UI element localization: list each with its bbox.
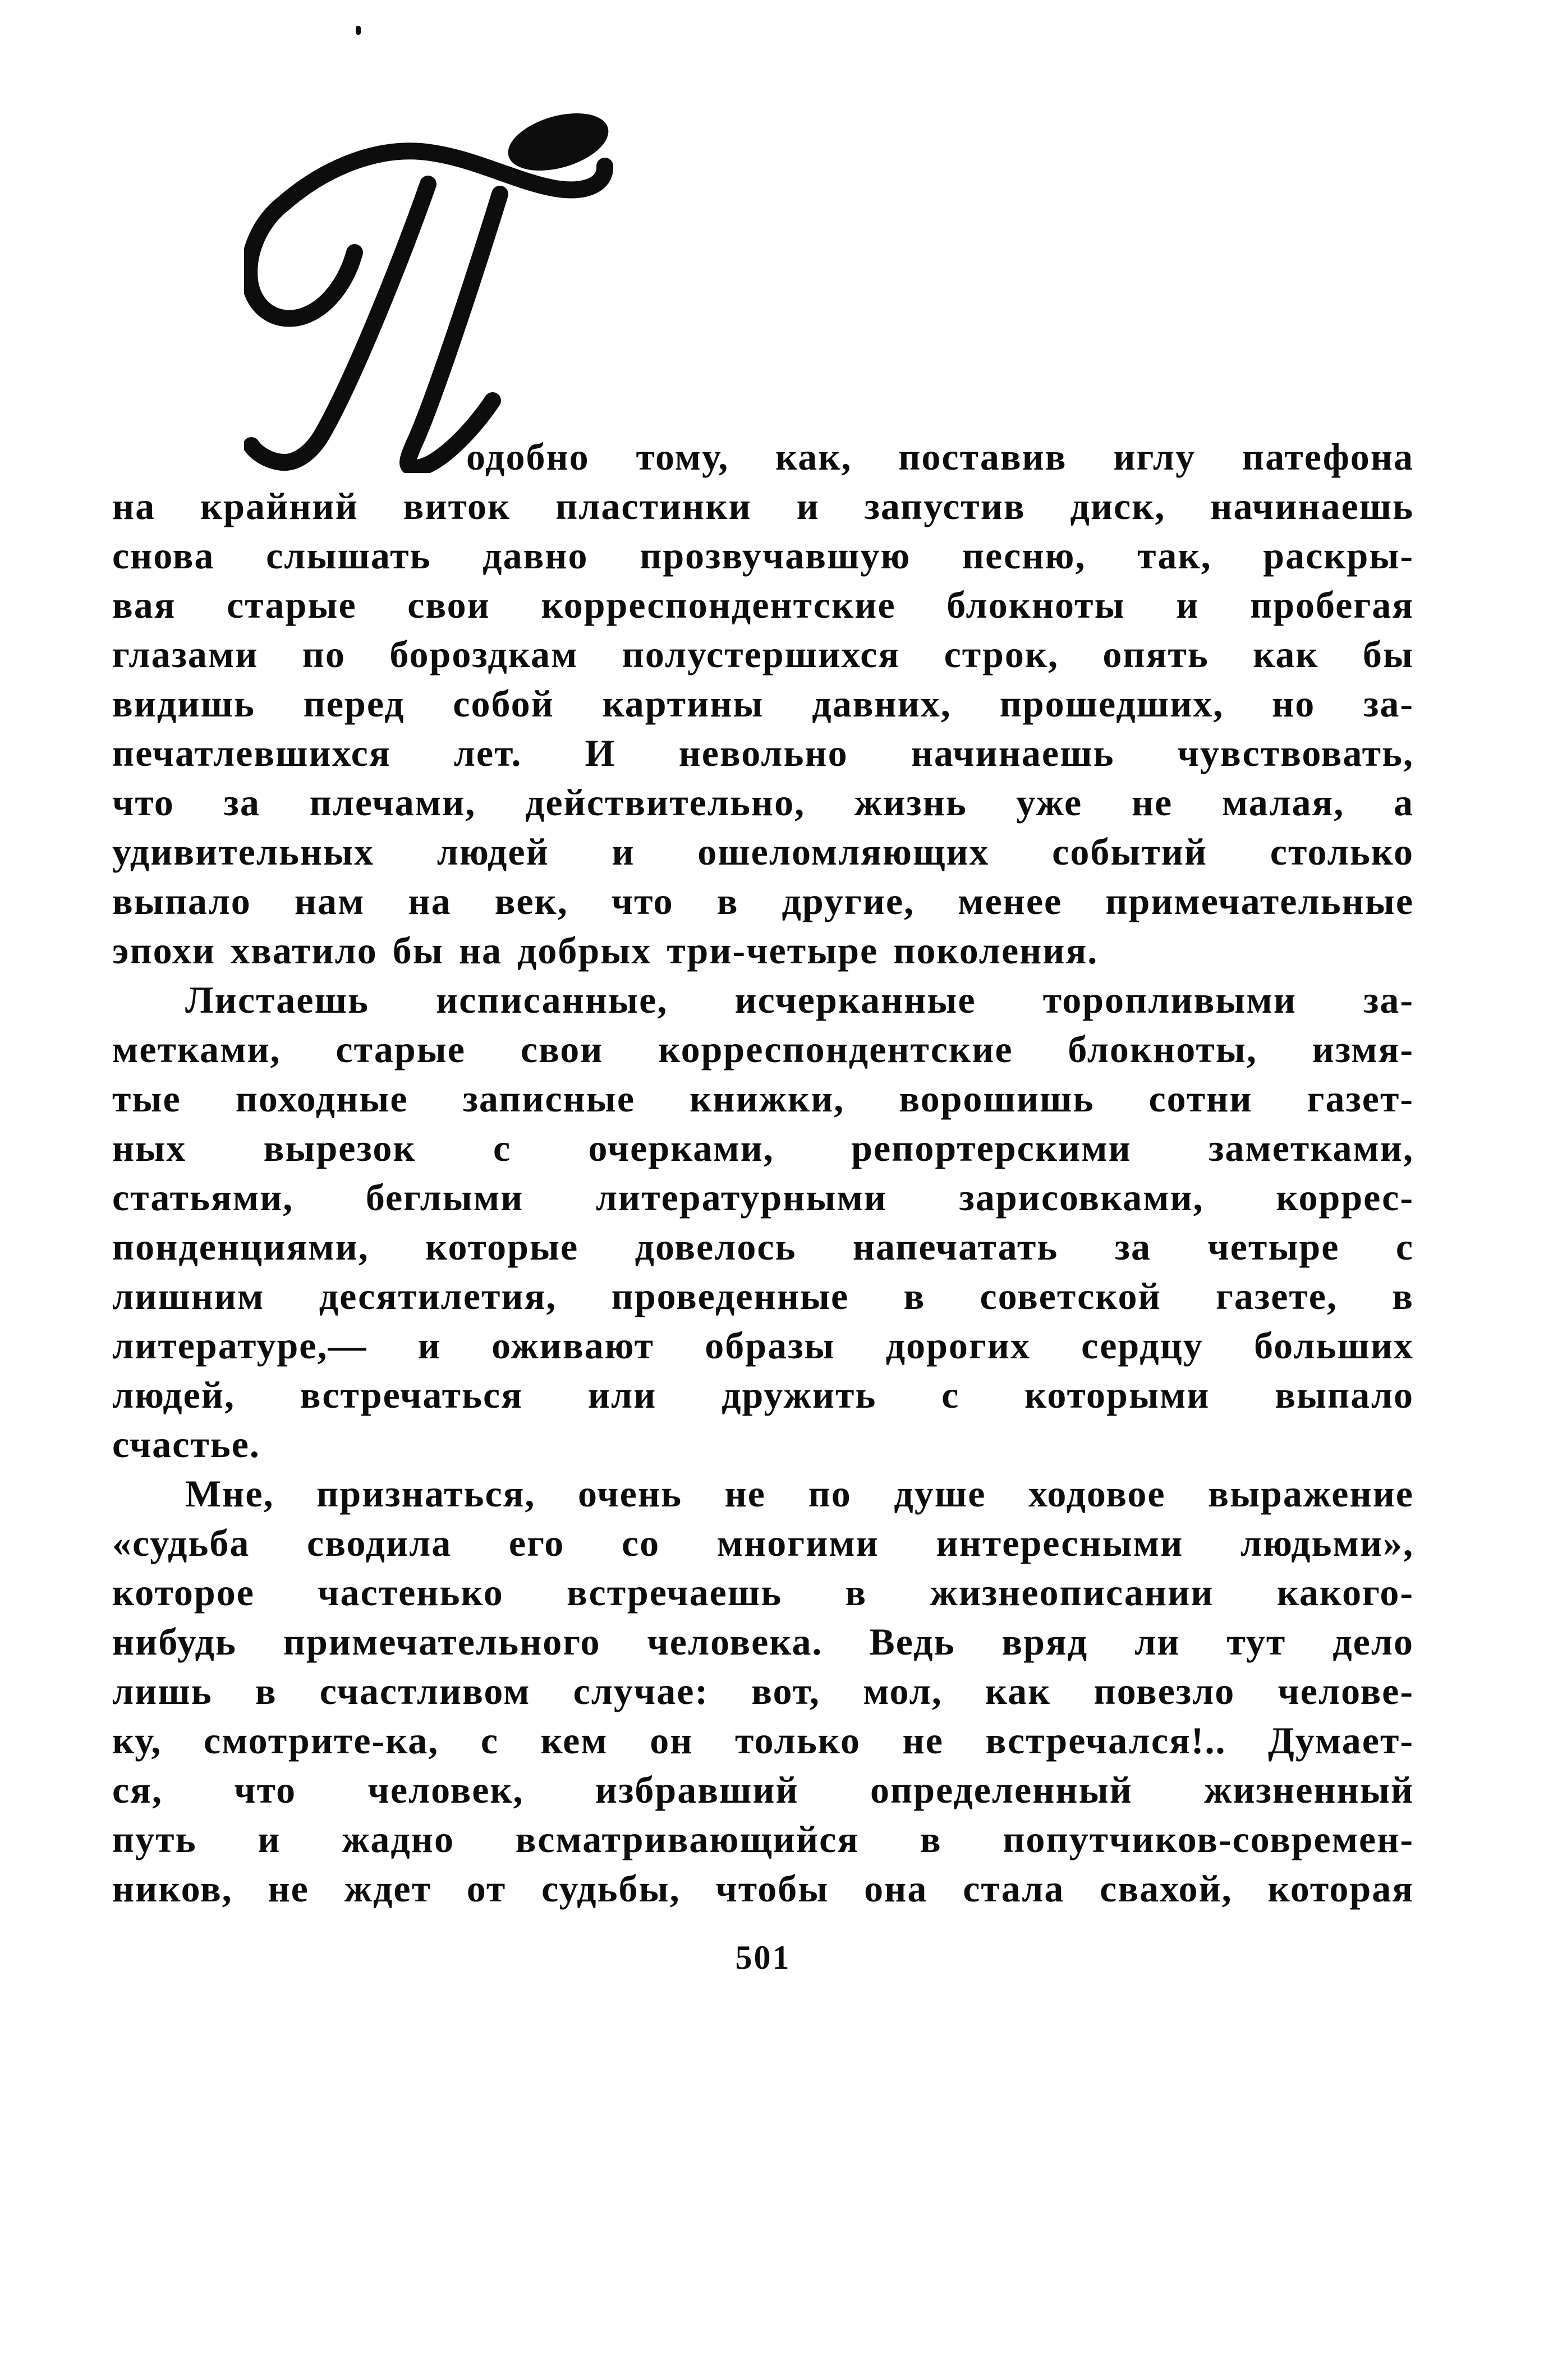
text-line: людей, встречаться или дружить с которыми выпало: [112, 1373, 1414, 1416]
text-line: Мне, признаться, очень не по душе ходовое выражение: [185, 1472, 1414, 1515]
text-line: видишь перед собой картины давних, прошедших, но за-: [112, 682, 1414, 725]
text-line: на крайний виток пластинки и запустив диск, начинаешь: [112, 485, 1414, 527]
text-block: [112, 432, 1414, 1913]
text-line: ся, что человек, избравший определенный жизненный: [112, 1768, 1414, 1811]
page-number: 501: [735, 1939, 791, 1976]
text-line: печатлевшихся лет. И невольно начинаешь чувствовать,: [112, 732, 1414, 774]
text-line: нибудь примечательного человека. Ведь вряд ли тут дело: [112, 1620, 1414, 1663]
text-line: вая старые свои корреспондентские блокноты и пробегая: [112, 583, 1414, 626]
scan-speck: [356, 26, 361, 35]
text-line: понденциями, которые довелось напечатать за четыре с: [112, 1225, 1414, 1268]
text-line: путь и жадно всматривающийся в попутчиков-современ-: [112, 1818, 1414, 1860]
text-line: которое частенько встречаешь в жизнеописании какого-: [112, 1571, 1414, 1614]
paragraph: [112, 1469, 1414, 1913]
drop-cap-letter-svg: [244, 111, 620, 473]
text-line: метками, старые свои корреспондентские блокноты, измя-: [112, 1028, 1414, 1070]
page-footer: [112, 1938, 1414, 1977]
paragraph: [112, 975, 1414, 1469]
text-line: снова слышать давно прозвучавшую песню, так, раскры-: [112, 534, 1414, 577]
text-line: что за плечами, действительно, жизнь уже не малая, а: [112, 781, 1414, 824]
text-line: эпохи хватило бы на добрых три-четыре поколения.: [112, 929, 1099, 972]
text-line: счастье.: [112, 1423, 260, 1465]
text-line: «судьба сводила его со многими интересными людьми»,: [112, 1522, 1414, 1564]
text-line: выпало нам на век, что в другие, менее примечательные: [112, 880, 1414, 922]
paragraph: [112, 432, 1414, 975]
text-line: Листаешь исписанные, исчерканные торопливыми за-: [185, 978, 1414, 1021]
text-line: ных вырезок с очерками, репортерскими заметками,: [112, 1127, 1414, 1169]
text-line: статьями, беглыми литературными зарисовками, коррес-: [112, 1176, 1414, 1219]
text-line: литературе,— и оживают образы дорогих сердцу больших: [112, 1324, 1414, 1367]
text-line: лишним десятилетия, проведенные в советской газете, в: [112, 1275, 1414, 1317]
text-line: удивительных людей и ошеломляющих событий столько: [112, 830, 1414, 873]
text-line: одобно тому, как, поставив иглу патефона: [466, 435, 1414, 478]
text-line: ников, не ждет от судьбы, чтобы она стала свахой, которая: [112, 1867, 1414, 1910]
text-line: глазами по бороздкам полустершихся строк, опять как бы: [112, 633, 1414, 676]
drop-cap: [244, 111, 620, 473]
text-line: лишь в счастливом случае: вот, мол, как повезло челове-: [112, 1670, 1414, 1712]
text-line: ку, смотрите-ка, с кем он только не встречался!.. Думает-: [112, 1719, 1414, 1762]
text-line: тые походные записные книжки, ворошишь сотни газет-: [112, 1077, 1414, 1120]
